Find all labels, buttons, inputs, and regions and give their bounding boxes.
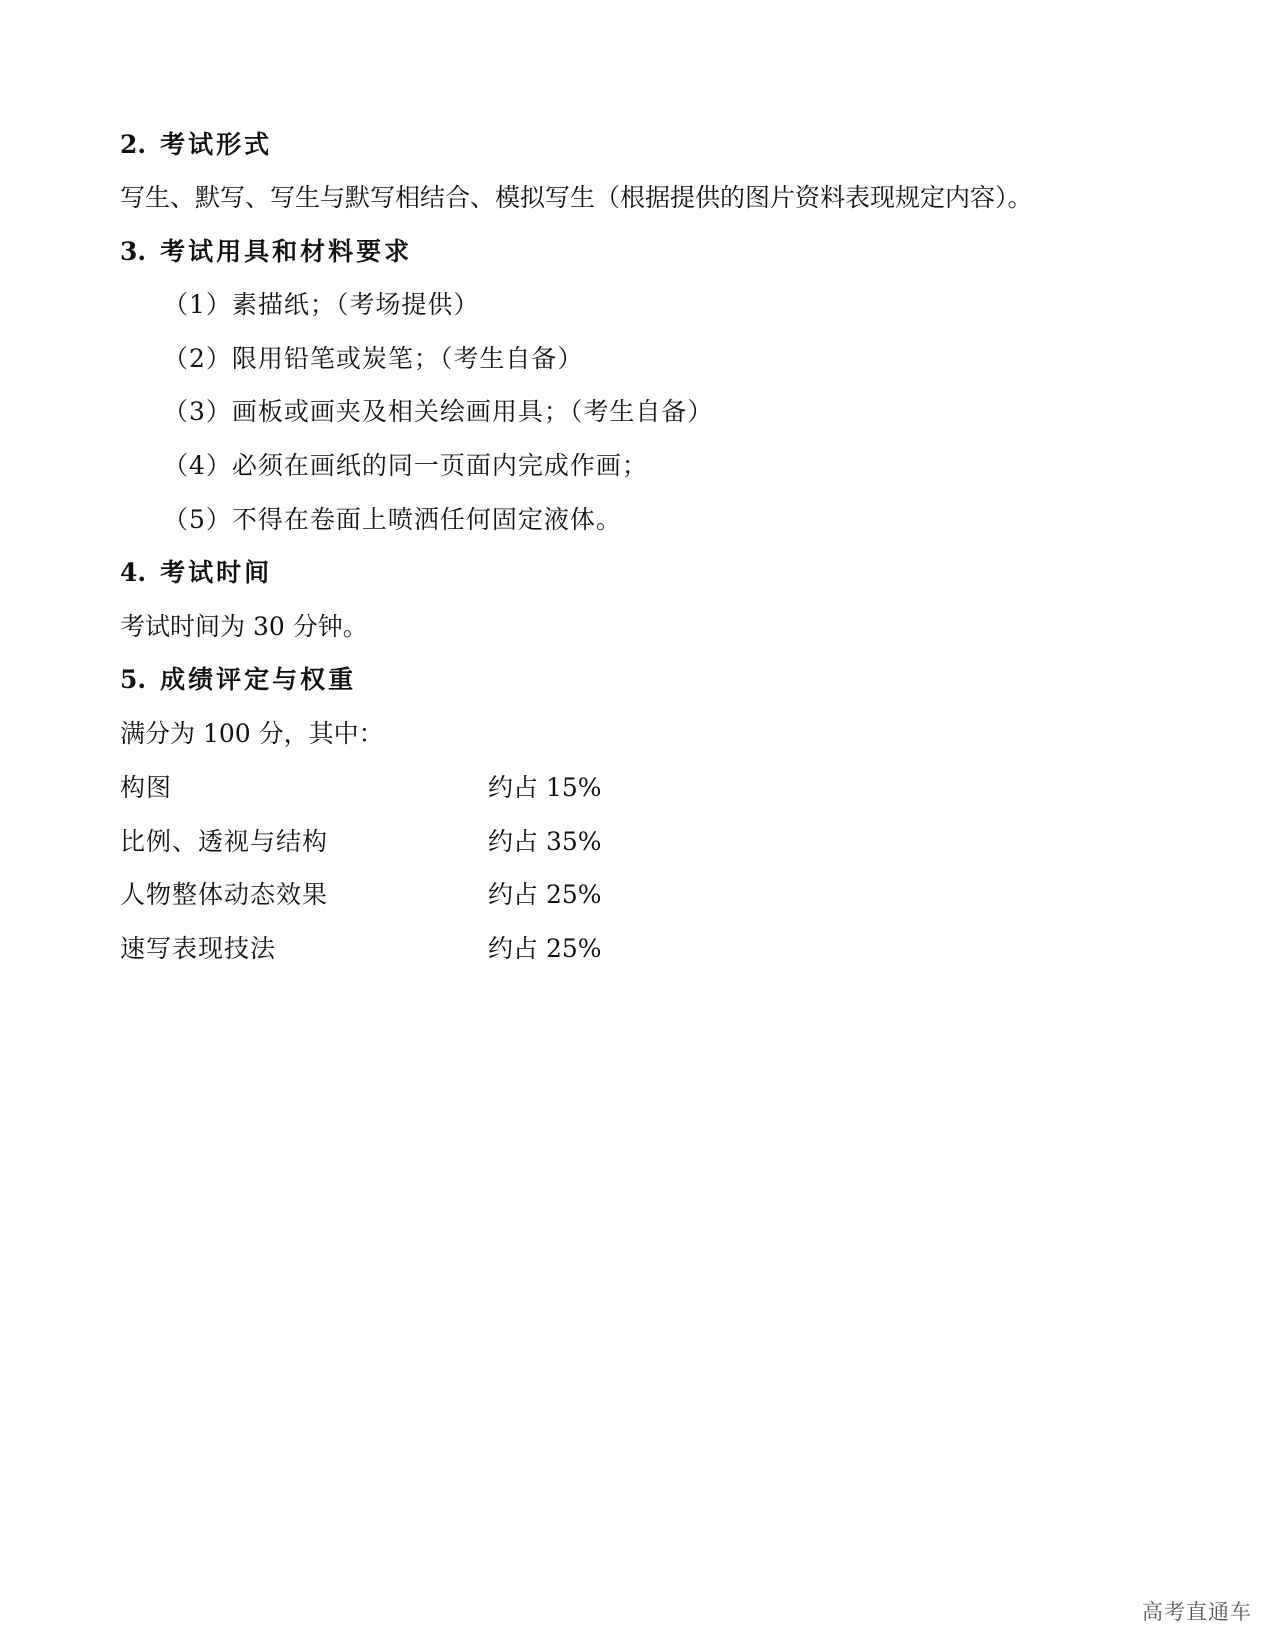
score-label: 构图 [120,773,173,802]
section-title: 考试形式 [160,130,273,159]
section-number: 4. [120,558,147,587]
score-value: 约占 15% [488,773,602,802]
score-label: 速写表现技法 [120,934,277,963]
section-title: 考试时间 [160,558,273,587]
section-title: 考试用具和材料要求 [160,237,413,266]
list-item: （3）画板或画夹及相关绘画用具；（考生自备） [163,397,714,426]
section-heading-scoring [120,663,356,697]
section-body-form: 写生、默写、写生与默写相结合、模拟写生（根据提供的图片资料表现规定内容）。 [120,183,1033,212]
section-number: 2. [120,130,147,159]
score-value: 约占 25% [488,880,602,909]
section-heading-form [120,128,272,162]
list-item: （2）限用铅笔或炭笔；（考生自备） [163,344,584,373]
section-number: 5. [120,665,147,694]
section-title: 成绩评定与权重 [160,665,357,694]
list-item: （1）素描纸；（考场提供） [163,290,480,319]
score-label: 人物整体动态效果 [120,880,329,909]
section-heading-time [120,556,272,590]
section-heading-materials [120,235,412,269]
score-value: 约占 25% [488,934,602,963]
score-label: 比例、透视与结构 [120,827,329,856]
list-item: （4）必须在画纸的同一页面内完成作画； [163,451,648,480]
watermark-text: 高考直通车 [1142,1600,1252,1624]
section-number: 3. [120,237,147,266]
list-item: （5）不得在卷面上喷洒任何固定液体。 [163,505,622,534]
section-body-time: 考试时间为 30 分钟。 [120,612,368,641]
scoring-intro: 满分为 100 分，其中： [120,719,384,748]
score-value: 约占 35% [488,827,602,856]
